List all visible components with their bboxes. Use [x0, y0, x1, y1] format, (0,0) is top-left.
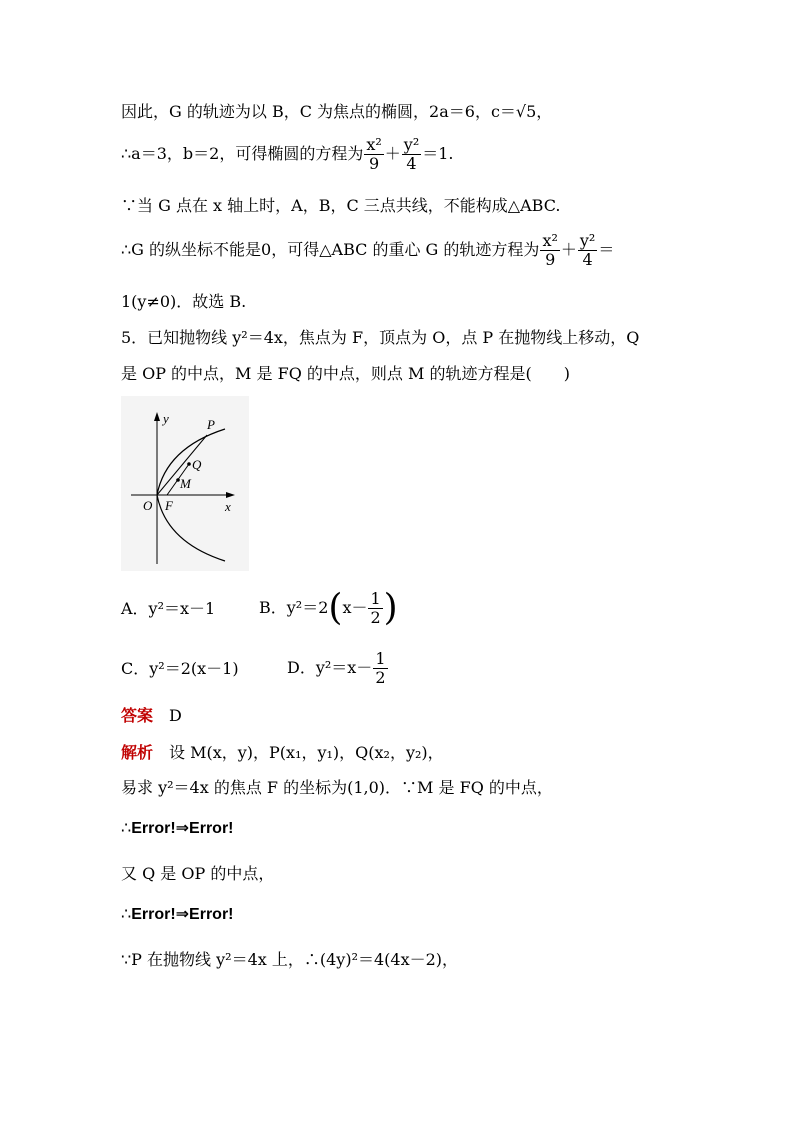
parabola-figure: [121, 396, 249, 571]
option-B-inner: x－: [342, 598, 368, 617]
analysis-step-4: 又 Q 是 OP 的中点，: [121, 864, 275, 883]
line-2-suffix: ＝1.: [422, 144, 454, 163]
answer-label: 答案: [121, 706, 154, 725]
label-x: x: [225, 499, 231, 514]
fraction-numerator: y²: [403, 135, 420, 154]
question-5-line-2: 是 OP 的中点，M 是 FQ 的中点，则点 M 的轨迹方程是( ): [121, 364, 570, 383]
error-placeholder: Error!⇒Error!: [131, 820, 234, 837]
fraction-numerator: y²: [579, 231, 596, 250]
fraction-denominator: 9: [368, 154, 380, 173]
analysis-label: 解析: [121, 743, 154, 762]
label-P: P: [207, 417, 215, 432]
line-4-prefix: ∴G 的纵坐标不能是0，可得△ABC 的重心 G 的轨迹方程为: [121, 240, 540, 259]
label-O: O: [143, 498, 153, 513]
error-placeholder: Error!⇒Error!: [131, 906, 234, 923]
label-y: y: [163, 411, 169, 426]
text-line-1: 因此，G 的轨迹为以 B，C 为焦点的椭圆，2a＝6，c＝√5，: [121, 102, 553, 121]
fraction-denominator: 4: [406, 154, 417, 173]
answer-value: D: [169, 706, 182, 725]
fraction-y2-over-4: [578, 232, 597, 269]
right-paren: ): [383, 587, 398, 629]
line-4-suffix: ＝: [598, 240, 615, 259]
option-A: A．y²＝x－1: [121, 599, 216, 618]
fraction-numerator: x²: [366, 135, 382, 154]
fraction-one-half: [368, 590, 382, 627]
label-Q: Q: [192, 457, 202, 472]
analysis-step-3: [121, 818, 234, 839]
option-D-prefix: D．y²＝x－: [287, 658, 373, 677]
fraction-one-half: [373, 650, 387, 687]
option-B: [259, 587, 398, 629]
therefore-symbol: ∴: [121, 818, 132, 837]
fraction-denominator: 2: [370, 608, 381, 627]
point-Q: [187, 462, 191, 466]
fraction-denominator: 2: [375, 668, 386, 687]
analysis-step-1: 设 M(x，y)，P(x₁，y₁)，Q(x₂，y₂)，: [169, 743, 444, 762]
fraction-x2-over-9: [540, 232, 559, 269]
plus-sign: ＋: [384, 144, 401, 163]
left-paren: (: [328, 587, 343, 629]
fraction-denominator: 4: [582, 250, 593, 269]
text-line-4: [121, 232, 614, 269]
analysis-step-2: 易求 y²＝4x 的焦点 F 的坐标为(1,0)．∵M 是 FQ 的中点，: [121, 778, 553, 797]
text-line-2: [121, 136, 454, 173]
analysis-line-1: [121, 743, 444, 763]
label-M: M: [180, 476, 191, 491]
option-C: C．y²＝2(x－1): [121, 659, 239, 678]
option-B-prefix: B．y²＝2: [259, 598, 329, 617]
fraction-numerator: x²: [542, 231, 558, 250]
text-line-3: ∵当 G 点在 x 轴上时，A，B，C 三点共线，不能构成△ABC.: [121, 196, 561, 215]
text-line-5: 1(y≠0)．故选 B.: [121, 292, 247, 311]
question-5-line-1: 5．已知抛物线 y²＝4x，焦点为 F，顶点为 O，点 P 在抛物线上移动，Q: [121, 328, 640, 347]
plus-sign: ＋: [560, 240, 577, 259]
fraction-x2-over-9: [364, 136, 383, 173]
option-D: [287, 650, 389, 687]
therefore-symbol: ∴: [121, 904, 132, 923]
fraction-denominator: 9: [545, 250, 556, 269]
fraction-numerator: 1: [375, 649, 386, 668]
line-2-prefix: ∴a＝3，b＝2，可得椭圆的方程为: [121, 144, 364, 163]
fraction-y2-over-4: [402, 136, 421, 173]
fraction-numerator: 1: [370, 589, 381, 608]
label-F: F: [165, 498, 173, 513]
analysis-step-5: [121, 904, 234, 925]
analysis-step-6: ∵P 在抛物线 y²＝4x 上，∴(4y)²＝4(4x－2)，: [121, 950, 459, 969]
answer-line: [121, 706, 182, 726]
